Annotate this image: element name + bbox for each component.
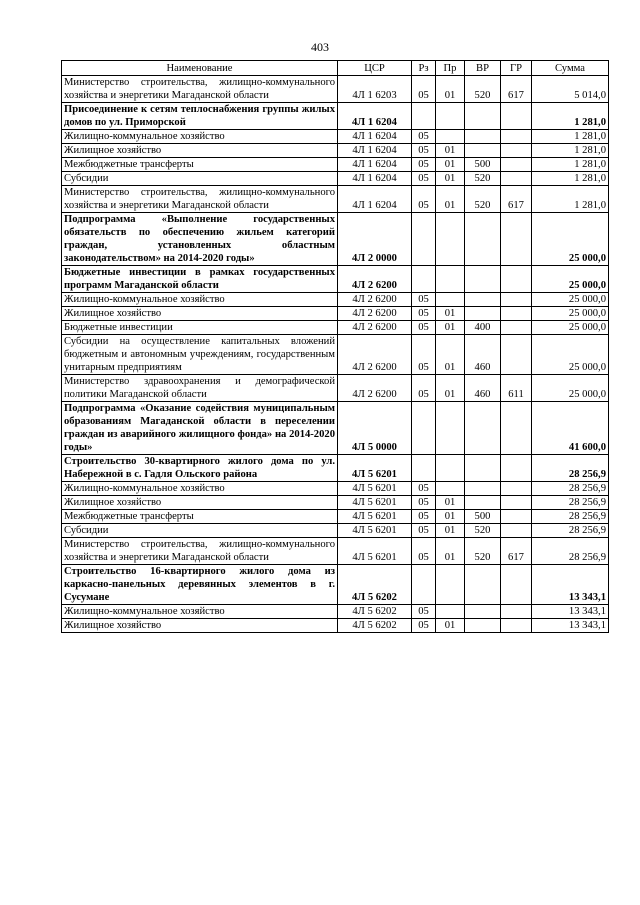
cell-sum: 25 000,0 [532, 213, 609, 266]
cell-sum: 25 000,0 [532, 321, 609, 335]
cell-rz [412, 455, 436, 482]
cell-vr [465, 482, 501, 496]
cell-sum: 28 256,9 [532, 455, 609, 482]
cell-sum: 1 281,0 [532, 158, 609, 172]
cell-vr [465, 130, 501, 144]
cell-gr [501, 144, 532, 158]
cell-vr [465, 605, 501, 619]
header-name: Наименование [62, 61, 338, 76]
cell-name: Министерство строительства, жилищно-коммунального хозяйства и энергетики Магаданской области [62, 186, 338, 213]
cell-vr [465, 619, 501, 633]
table-row [62, 605, 609, 619]
cell-name: Бюджетные инвестиции [62, 321, 338, 335]
cell-name: Жилищное хозяйство [62, 307, 338, 321]
cell-gr [501, 402, 532, 455]
cell-pr: 01 [436, 307, 465, 321]
cell-pr: 01 [436, 524, 465, 538]
cell-pr: 01 [436, 538, 465, 565]
cell-pr [436, 293, 465, 307]
cell-rz: 05 [412, 158, 436, 172]
cell-name: Строительство 30-квартирного жилого дома по ул. Набережной в с. Гадля Ольского района [62, 455, 338, 482]
cell-csr: 4Л 5 6201 [338, 524, 412, 538]
cell-vr: 460 [465, 375, 501, 402]
cell-pr: 01 [436, 375, 465, 402]
cell-csr: 4Л 5 0000 [338, 402, 412, 455]
cell-gr [501, 524, 532, 538]
cell-vr: 400 [465, 321, 501, 335]
table-row [62, 103, 609, 130]
cell-pr: 01 [436, 321, 465, 335]
cell-csr: 4Л 1 6204 [338, 186, 412, 213]
cell-rz: 05 [412, 496, 436, 510]
cell-vr: 520 [465, 186, 501, 213]
cell-vr: 500 [465, 158, 501, 172]
cell-pr: 01 [436, 496, 465, 510]
cell-rz: 05 [412, 321, 436, 335]
cell-pr: 01 [436, 158, 465, 172]
cell-rz: 05 [412, 186, 436, 213]
cell-name: Субсидии [62, 172, 338, 186]
cell-sum: 41 600,0 [532, 402, 609, 455]
cell-name: Министерство строительства, жилищно-коммунального хозяйства и энергетики Магаданской области [62, 76, 338, 103]
cell-rz [412, 266, 436, 293]
cell-csr: 4Л 5 6202 [338, 605, 412, 619]
cell-name: Жилищно-коммунальное хозяйство [62, 293, 338, 307]
header-sum: Сумма [532, 61, 609, 76]
cell-vr [465, 307, 501, 321]
cell-sum: 13 343,1 [532, 619, 609, 633]
cell-vr [465, 103, 501, 130]
cell-rz: 05 [412, 538, 436, 565]
cell-vr: 520 [465, 76, 501, 103]
cell-vr [465, 402, 501, 455]
cell-csr: 4Л 1 6204 [338, 172, 412, 186]
cell-vr [465, 266, 501, 293]
header-csr: ЦСР [338, 61, 412, 76]
cell-rz [412, 213, 436, 266]
cell-sum: 1 281,0 [532, 186, 609, 213]
cell-csr: 4Л 5 6201 [338, 482, 412, 496]
cell-vr: 460 [465, 335, 501, 375]
cell-gr: 617 [501, 76, 532, 103]
cell-csr: 4Л 1 6204 [338, 158, 412, 172]
table-row [62, 524, 609, 538]
cell-csr: 4Л 2 6200 [338, 307, 412, 321]
table-row [62, 307, 609, 321]
cell-gr [501, 496, 532, 510]
cell-vr [465, 213, 501, 266]
cell-csr: 4Л 2 6200 [338, 335, 412, 375]
cell-vr [465, 565, 501, 605]
cell-sum: 1 281,0 [532, 144, 609, 158]
cell-rz: 05 [412, 172, 436, 186]
cell-rz: 05 [412, 510, 436, 524]
cell-sum: 28 256,9 [532, 496, 609, 510]
cell-gr [501, 172, 532, 186]
cell-rz: 05 [412, 619, 436, 633]
cell-name: Министерство строительства, жилищно-коммунального хозяйства и энергетики Магаданской области [62, 538, 338, 565]
table-row [62, 565, 609, 605]
cell-gr [501, 510, 532, 524]
cell-csr: 4Л 5 6202 [338, 565, 412, 605]
cell-name: Межбюджетные трансферты [62, 158, 338, 172]
cell-pr [436, 402, 465, 455]
cell-vr: 520 [465, 172, 501, 186]
table-row [62, 455, 609, 482]
cell-rz: 05 [412, 482, 436, 496]
cell-csr: 4Л 5 6201 [338, 538, 412, 565]
table-row [62, 496, 609, 510]
cell-sum: 25 000,0 [532, 335, 609, 375]
cell-sum: 1 281,0 [532, 103, 609, 130]
table-row [62, 619, 609, 633]
cell-csr: 4Л 2 0000 [338, 213, 412, 266]
cell-rz: 05 [412, 375, 436, 402]
cell-gr [501, 158, 532, 172]
cell-name: Бюджетные инвестиции в рамках государственных программ Магаданской области [62, 266, 338, 293]
cell-sum: 13 343,1 [532, 565, 609, 605]
cell-sum: 5 014,0 [532, 76, 609, 103]
table-row [62, 482, 609, 496]
cell-sum: 25 000,0 [532, 266, 609, 293]
table-row [62, 172, 609, 186]
cell-rz: 05 [412, 76, 436, 103]
cell-rz: 05 [412, 144, 436, 158]
cell-pr [436, 482, 465, 496]
cell-vr [465, 293, 501, 307]
cell-vr: 520 [465, 524, 501, 538]
cell-pr [436, 103, 465, 130]
cell-vr: 500 [465, 510, 501, 524]
cell-sum: 25 000,0 [532, 375, 609, 402]
cell-gr [501, 130, 532, 144]
cell-pr [436, 455, 465, 482]
cell-rz: 05 [412, 130, 436, 144]
cell-csr: 4Л 2 6200 [338, 321, 412, 335]
budget-table [61, 60, 609, 633]
table-body [62, 76, 609, 633]
cell-csr: 4Л 1 6203 [338, 76, 412, 103]
cell-gr: 617 [501, 186, 532, 213]
cell-gr [501, 293, 532, 307]
cell-gr [501, 605, 532, 619]
cell-sum: 28 256,9 [532, 538, 609, 565]
table-row [62, 510, 609, 524]
cell-gr [501, 321, 532, 335]
cell-name: Подпрограмма «Выполнение государственных обязательств по обеспечению жильем категорий граждан, установленных областным законодательством» на 2014-2020 годы» [62, 213, 338, 266]
cell-gr [501, 266, 532, 293]
cell-pr: 01 [436, 172, 465, 186]
cell-name: Министерство здравоохранения и демографической политики Магаданской области [62, 375, 338, 402]
cell-csr: 4Л 5 6201 [338, 455, 412, 482]
cell-csr: 4Л 1 6204 [338, 144, 412, 158]
cell-csr: 4Л 5 6202 [338, 619, 412, 633]
cell-sum: 28 256,9 [532, 482, 609, 496]
table-row [62, 402, 609, 455]
cell-name: Субсидии на осуществление капитальных вложений бюджетным и автономным учреждениям, государственным унитарным предприятиям [62, 335, 338, 375]
cell-name: Подпрограмма «Оказание содействия муниципальным образованиям Магаданской области в переселении граждан из аварийного жилищного фонда» на 2014-2020 годы» [62, 402, 338, 455]
cell-sum: 25 000,0 [532, 293, 609, 307]
cell-gr [501, 103, 532, 130]
cell-rz: 05 [412, 335, 436, 375]
cell-rz [412, 565, 436, 605]
cell-rz [412, 402, 436, 455]
cell-name: Жилищное хозяйство [62, 496, 338, 510]
cell-csr: 4Л 1 6204 [338, 130, 412, 144]
cell-name: Жилищное хозяйство [62, 144, 338, 158]
cell-csr: 4Л 2 6200 [338, 375, 412, 402]
cell-name: Строительство 16-квартирного жилого дома из каркасно-панельных деревянных элементов в г. Сусумане [62, 565, 338, 605]
cell-pr [436, 213, 465, 266]
cell-pr: 01 [436, 335, 465, 375]
cell-gr [501, 307, 532, 321]
header-vr: ВР [465, 61, 501, 76]
cell-csr: 4Л 5 6201 [338, 496, 412, 510]
cell-pr: 01 [436, 619, 465, 633]
cell-vr [465, 455, 501, 482]
table-row [62, 335, 609, 375]
cell-name: Межбюджетные трансферты [62, 510, 338, 524]
cell-sum: 13 343,1 [532, 605, 609, 619]
header-pr: Пр [436, 61, 465, 76]
cell-csr: 4Л 2 6200 [338, 266, 412, 293]
cell-vr [465, 144, 501, 158]
cell-rz: 05 [412, 524, 436, 538]
cell-vr [465, 496, 501, 510]
cell-gr [501, 619, 532, 633]
table-row [62, 158, 609, 172]
page-number: 403 [311, 40, 329, 54]
cell-gr [501, 565, 532, 605]
cell-name: Субсидии [62, 524, 338, 538]
table-row [62, 375, 609, 402]
cell-gr: 617 [501, 538, 532, 565]
cell-pr [436, 605, 465, 619]
cell-sum: 1 281,0 [532, 172, 609, 186]
table-row [62, 266, 609, 293]
cell-sum: 1 281,0 [532, 130, 609, 144]
cell-gr [501, 455, 532, 482]
cell-pr: 01 [436, 144, 465, 158]
table-header-row [62, 61, 609, 76]
cell-gr [501, 213, 532, 266]
table-row [62, 130, 609, 144]
cell-csr: 4Л 5 6201 [338, 510, 412, 524]
cell-pr: 01 [436, 510, 465, 524]
cell-sum: 28 256,9 [532, 510, 609, 524]
cell-gr [501, 482, 532, 496]
cell-pr [436, 266, 465, 293]
cell-gr: 611 [501, 375, 532, 402]
table-row [62, 293, 609, 307]
cell-vr: 520 [465, 538, 501, 565]
cell-pr: 01 [436, 76, 465, 103]
cell-name: Жилищно-коммунальное хозяйство [62, 482, 338, 496]
table-row [62, 321, 609, 335]
cell-sum: 28 256,9 [532, 524, 609, 538]
cell-pr [436, 130, 465, 144]
table-row [62, 144, 609, 158]
table-row [62, 213, 609, 266]
cell-sum: 25 000,0 [532, 307, 609, 321]
table-row [62, 538, 609, 565]
cell-rz [412, 103, 436, 130]
cell-name: Присоединение к сетям теплоснабжения группы жилых домов по ул. Приморской [62, 103, 338, 130]
cell-csr: 4Л 1 6204 [338, 103, 412, 130]
table-row [62, 76, 609, 103]
header-gr: ГР [501, 61, 532, 76]
cell-pr: 01 [436, 186, 465, 213]
cell-csr: 4Л 2 6200 [338, 293, 412, 307]
cell-rz: 05 [412, 293, 436, 307]
cell-name: Жилищно-коммунальное хозяйство [62, 130, 338, 144]
cell-name: Жилищно-коммунальное хозяйство [62, 605, 338, 619]
table-row [62, 186, 609, 213]
cell-rz: 05 [412, 307, 436, 321]
cell-rz: 05 [412, 605, 436, 619]
cell-pr [436, 565, 465, 605]
cell-name: Жилищное хозяйство [62, 619, 338, 633]
cell-gr [501, 335, 532, 375]
header-rz: Рз [412, 61, 436, 76]
